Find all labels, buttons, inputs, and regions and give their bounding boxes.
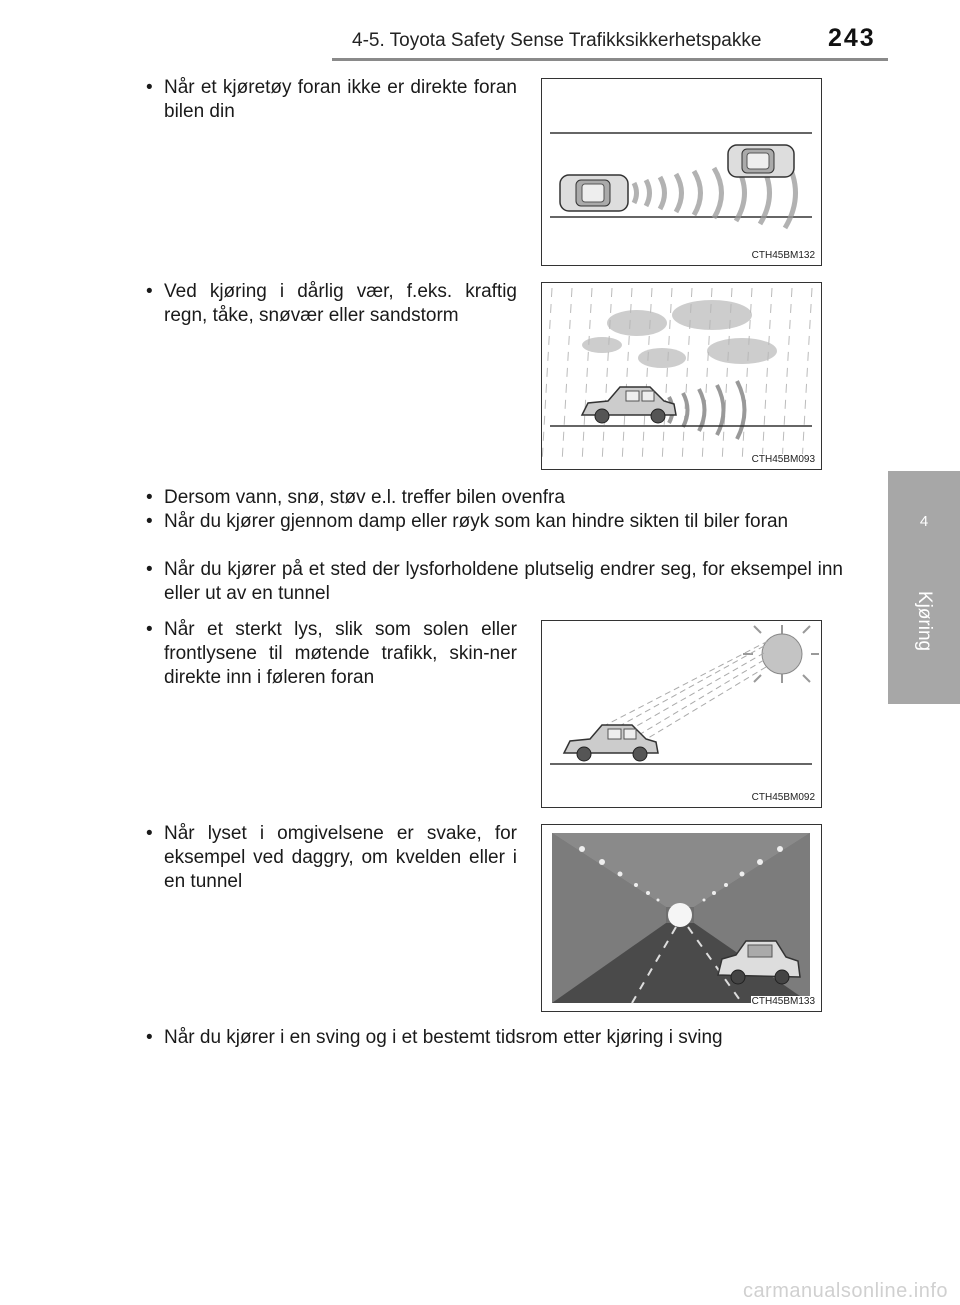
bullet-item: • Når du kjører i en sving og i et bestemt tidsrom etter kjøring i sving bbox=[140, 1026, 843, 1050]
figure-caption: CTH45BM093 bbox=[751, 454, 815, 465]
car-in-tunnel-icon bbox=[542, 825, 820, 1010]
chapter-label: Kjøring bbox=[914, 590, 935, 652]
lead-car-icon bbox=[728, 145, 794, 177]
ego-car-icon bbox=[560, 175, 628, 211]
figure-caption: CTH45BM132 bbox=[751, 250, 815, 261]
figure-caption: CTH45BM092 bbox=[751, 792, 815, 803]
chapter-tab bbox=[888, 471, 960, 704]
figure-bad-weather bbox=[541, 282, 822, 470]
header-divider bbox=[332, 58, 888, 61]
figure-sun-glare bbox=[541, 620, 822, 808]
bullet-item: • Dersom vann, snø, støv e.l. treffer bilen ovenfra bbox=[140, 486, 843, 510]
chapter-number: 4 bbox=[919, 513, 929, 530]
figure-caption: CTH45BM133 bbox=[751, 996, 815, 1007]
bullet-item: • Når et kjøretøy foran ikke er direkte foran bilen din bbox=[140, 76, 517, 124]
car-in-rain-icon bbox=[542, 283, 820, 468]
watermark: carmanualsonline.info bbox=[742, 1280, 948, 1302]
car-icon bbox=[582, 387, 676, 423]
bullet-item: • Når lyset i omgivelsene er svake, for eksempel ved daggry, om kvelden eller i en tunnel bbox=[140, 822, 517, 894]
figure-offset-vehicle bbox=[541, 78, 822, 266]
car-sun-glare-icon bbox=[542, 621, 820, 806]
bullet-item: • Når et sterkt lys, slik som solen eller frontlysene til møtende trafikk, skin-ner direkte inn i føleren foran bbox=[140, 618, 517, 690]
car-icon bbox=[564, 725, 658, 761]
figure-tunnel bbox=[541, 824, 822, 1012]
bullet-item: • Ved kjøring i dårlig vær, f.eks. kraftig regn, tåke, snøvær eller sandstorm bbox=[140, 280, 517, 328]
page-number: 243 bbox=[828, 24, 876, 52]
bullet-item: • Når du kjører på et sted der lysforholdene plutselig endrer seg, for eksempel inn eller ut av en tunnel bbox=[140, 558, 843, 606]
section-title: 4-5. Toyota Safety Sense Trafikksikkerhetspakke bbox=[352, 30, 762, 51]
cars-offset-lane-icon bbox=[542, 79, 820, 264]
bullet-item: • Når du kjører gjennom damp eller røyk som kan hindre sikten til biler foran bbox=[140, 510, 843, 534]
